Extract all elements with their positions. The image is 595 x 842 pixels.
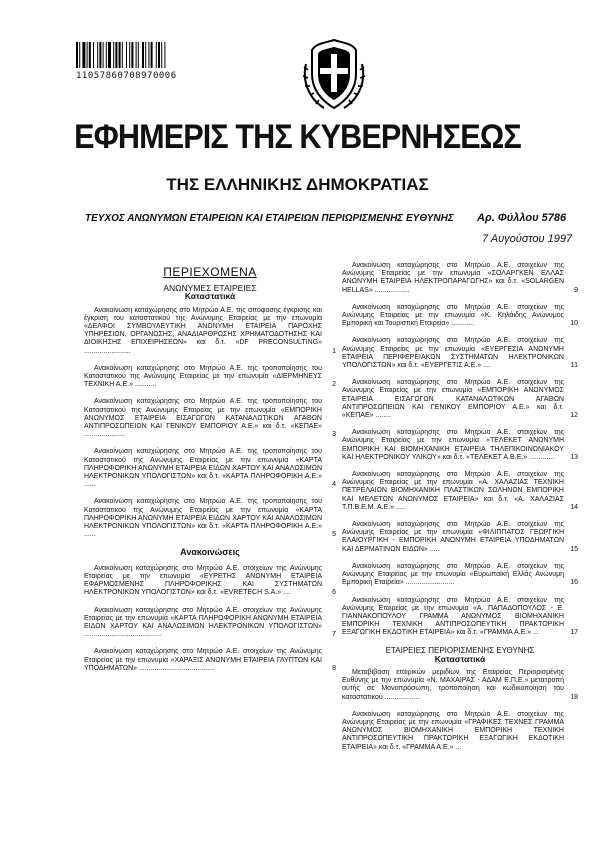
toc-entry-text: Ανακοίνωση καταχώρησης στο Μητρώο Α.Ε. στοιχείων της Ανώνυμης Εταιρείας με την επωνυμία «ΚΑΡΤΑ ΠΛΗΡΟΦΟΡΙΚΗ ΑΝΩΝΥΜΗ ΕΤΑΙΡΕΙΑ ΕΙΔΩΝ ΧΑΡΤΟΥ ΚΑΙ ΑΝΑΛΩΣΙΜΩΝ ΗΛΕΚΤΡΟΝΙΚΩΝ ΥΠΟΛΟΓΙΣΤΩΝ» ........................................ [84, 606, 322, 639]
toc-entry-text: Ανακοίνωση καταχώρησης στο Μητρώο Α.Ε. στοιχείων της Ανώνυμης Εταιρείας με την επωνυμία «Α. ΧΑΛΑΖΙΑΣ ΤΕΧΝΙΚΗ ΠΕΤΡΕΛΑΙΩΝ ΒΙΟΜΗΧΑΝΙΚΗ ΠΛΑΣΤΙΚΩΝ ΣΩΛΗΝΩΝ ΕΜΠΟΡΙΚΗ ΚΑΙ ΜΕΛΕΤΩΝ ΑΝΩΝΥΜΟΣ ΕΤΑΙΡΕΙΑ» και δ.τ. «Α. ΧΑΛΑΖΙΑΣ Τ.Π.Β.Ε.Μ. Α.Ε.» ..... [342, 471, 564, 511]
toc-entry-page: 10 [570, 320, 578, 328]
issue-date: 7 Αυγούστου 1997 [482, 233, 573, 245]
gazette-subtitle: ΤΗΣ ΕΛΛΗΝΙΚΗΣ ΔΗΜΟΚΡΑΤΙΑΣ [166, 175, 429, 194]
toc-entry-page: 13 [570, 453, 578, 461]
toc-entry [342, 711, 578, 752]
toc-entry-text: Ανακοίνωση καταχώρησης στο Μητρώο Α.Ε. στοιχείων της Ανώνυμης Εταιρείας με την επωνυμία «Α. ΠΑΠΑΔΟΠΟΥΛΟΣ - Ε. ΓΙΑΝΝΑΚΟΠΟΥΛΟΥ ΓΡΑΜΜΑ ΑΝΩΝΥΜΟΣ ΒΙΟΜΗΧΑΝΙΚΗ ΕΜΠΟΡΙΚΗ ΤΕΧΝΙΚΗ ΑΝΤΙΠΡΟΣΩΠΕΥΤΙΚΗ ΠΡΑΚΤΟΡΙΚΗ ΕΞΑΓΩΓΙΚΗ ΕΚΔΟΤΙΚΗ ΕΤΑΙΡΕΙΑ» και δ.τ. «ΓΡΑΜΜΑ Α.Ε.» ... [342, 596, 564, 637]
toc-entry-page: 11 [570, 362, 578, 370]
toc-entry [342, 429, 578, 462]
toc-entry-page: 2 [332, 381, 336, 389]
toc-entry-text: Ανακοίνωση καταχώρησης στο Μητρώο Α.Ε. στοιχείων της Ανώνυμης Εταιρείας με την επωνυμία «ΓΡΑΦΙΚΕΣ ΤΕΧΝΕΣ ΓΡΑΜΜΑ ΑΝΩΝΥΜΟΣ ΒΙΟΜΗΧΑΝΙΚΗ ΕΜΠΟΡΙΚΗ ΤΕΧΝΙΚΗ ΑΝΤΙΠΡΟΣΩΠΕΥΤΙΚΗ ΠΡΑΚΤΟΡΙΚΗ ΕΞΑΓΩΓΙΚΗ ΕΚΔΟΤΙΚΗ ΕΤΑΙΡΕΙΑ» και δ.τ. «ΓΡΑΜΜΑ Α.Ε.» ... [342, 710, 564, 751]
toc-entry [84, 365, 336, 390]
contents-left-column [84, 262, 336, 682]
toc-entry-text: Ανακοίνωση καταχώρησης στο Μητρώο Α.Ε. της απόφασης έγκρισης και έγκριση του καταστατικού της Ανώνυμης Εταιρείας με την επωνυμία «ΔΕΛΦΟΙ ΣΥΜΒΟΥΛΕΥΤΙΚΗ ΑΝΩΝΥΜΗ ΕΤΑΙΡΕΙΑ ΠΑΡΟΧΗΣ ΥΠΗΡΕΣΙΩΝ, ΟΡΓΑΝΩΣΗΣ, ΑΝΑΔΙΑΡΘΡΩΣΗΣ ΧΡΗΜΑΤΟΔΟΤΗΣΗΣ ΚΑΙ ΔΙΟΙΚΗΣΗΣ ΕΠΙΧΕΙΡΗΣΕΩΝ» και δ.τ. «DF PRECONSULTING» ........................ [84, 306, 322, 355]
toc-entry-page: 3 [332, 431, 336, 439]
toc-entry [342, 521, 578, 554]
toc-entry-text: Ανακοίνωση καταχώρησης στο Μητρώο Α.Ε. στοιχείων της Ανώνυμης Εταιρείας με την επωνυμία «Ευρωπαϊκή Ελλάς Ανώνυμη Εμπορική Εταιρεία» ......................... [342, 562, 564, 587]
issue-type: ΤΕΥΧΟΣ ΑΝΩΝΥΜΩΝ ΕΤΑΙΡΕΙΩΝ ΚΑΙ ΕΤΑΙΡΕΙΩΝ ΠΕΡΙΩΡΙΣΜΕΝΗΣ ΕΥΘΥΝΗΣ [85, 213, 454, 224]
toc-entry-page: 14 [570, 503, 578, 511]
toc-entry-text: Ανακοίνωση καταχώρησης στο Μητρώο Α.Ε. στοιχείων της Ανώνυμης Εταιρείας με την επωνυμία «ΕΥΡΕΤΗΣ ΑΝΩΝΥΜΗ ΕΤΑΙΡΕΙΑ ΕΦΑΡΜΟΣΜΕΝΗΣ ΠΛΗΡΟΦΟΡΙΚΗΣ ΚΑΙ ΣΥΣΤΗΜΑΤΩΝ ΗΛΕΚΤΡΟΝΙΚΩΝ ΥΠΟΛΟΓΙΣΤΩΝ» και δ.τ. «EVRETECH S.A.» .... [84, 564, 322, 597]
announcements-heading: Ανακοινώσεις [180, 547, 240, 558]
toc-entry-page: 1 [332, 347, 336, 355]
toc-entry-text: Ανακοίνωση καταχώρησης στο Μητρώο Α.Ε. της τροποποίησης του Καταστατικού της Ανώνυμης Εταιρείας με την επωνυμία «ΚΑΡΤΑ ΠΛΗΡΟΦΟΡΙΚΗ ΑΝΩΝΥΜΗ ΕΤΑΙΡΕΙΑ ΕΙΔΩΝ ΧΑΡΤΟΥ ΚΑΙ ΑΝΑΛΩΣΙΜΩΝ ΗΛΕΚΤΡΟΝΙΚΩΝ ΥΠΟΛΟΓΙΣΤΩΝ» και δ.τ. «ΚΑΡΤΑ ΠΛΗΡΟΦΟΡΙΚΗ Α.Ε.» ...... [84, 448, 322, 489]
toc-entry [84, 565, 336, 598]
toc-entry-text: Ανακοίνωση καταχώρησης στο Μητρώο Α.Ε. στοιχείων της Ανώνυμης Εταιρείας με την επωνυμία «ΕΜΠΟΡΙΚΗ ΑΝΩΝΥΜΟΣ ΕΤΑΙΡΕΙΑ ΕΙΣΑΓΩΓΩΝ ΚΑΤΑΝΑΛΩΤΙΚΩΝ ΑΓΑΘΩΝ ΑΝΤΙΠΡΟΣΩΠΕΙΩΝ ΚΑΙ ΓΕΝΙΚΟΥ ΕΜΠΟΡΙΟΥ Α.Ε.» και δ.τ. «ΚΕΠΑΕ» ........ [342, 379, 564, 420]
toc-entry-page: 9 [574, 286, 578, 294]
toc-entry [84, 648, 336, 673]
toc-entry-page: 7 [332, 631, 336, 639]
toc-entry-page: 12 [570, 412, 578, 420]
toc-entry-text: Ανακοίνωση καταχώρησης στο Μητρώο Α.Ε. στοιχείων της Ανώνυμης Εταιρείας με την επωνυμία «Κ. Κηλάιδης Ανώνυμος Εμπορική και Τουριστική Εταιρεία» ............ [342, 303, 564, 328]
toc-entry-text: Ανακοίνωση καταχώρησης στο Μητρώο Α.Ε. στοιχείων της Ανώνυμης Εταιρείας με την επωνυμία «ΣΟΛΑΡΓΚΕΝ ΕΛΛΑΣ ΑΝΩΝΥΜΗ ΕΤΑΙΡΕΙΑ ΗΛΕΚΤΡΟΠΑΡΑΓΩΓΗΣ» και δ.τ. «SOLARGEN HELLAS» .................. [342, 262, 564, 294]
toc-entry-text: Ανακοίνωση καταχώρησης στο Μητρώο Α.Ε. στοιχείων της Ανώνυμης Εταιρείας με την επωνυμία «ΧΑΡΑΞΙΣ ΑΝΩΝΥΜΗ ΕΤΑΙΡΕΙΑ ΓΛΥΠΤΩΝ ΚΑΙ ΥΠΟΔΗΜΑΤΩΝ» ....................................... [84, 648, 322, 672]
toc-entry [342, 563, 578, 588]
toc-entry [84, 448, 336, 489]
toc-entry-page: 16 [570, 579, 578, 587]
statutes-list [84, 307, 336, 540]
toc-entry-page: 18 [570, 693, 578, 701]
announcements-list-right [342, 262, 578, 638]
toc-entry-page: 17 [570, 629, 578, 637]
section-subheading-statutes: Καταστατικά [184, 291, 236, 302]
toc-entry-text: Ανακοίνωση καταχώρησης στο Μητρώο Α.Ε. στοιχείων της Ανώνυμης Εταιρείας με την επωνυμία «ΦΙΛΙΠΠΑΤΟΣ ΓΕΩΡΓΙΚΗ ΕΛΑΙΟΥΡΓΙΚΗ - ΕΜΠΟΡΙΚΗ ΑΝΩΝΥΜΗ ΕΤΑΙΡΕΙΑ ΥΠΟΔΗΜΑΤΩΝ ΚΑΙ ΔΕΡΜΑΤΙΝΩΝ ΕΙΔΩΝ» ..... [342, 521, 564, 553]
epe-list [342, 669, 578, 752]
section-subheading-epe-statutes: Καταστατικά [434, 653, 486, 664]
section-heading-epe: ΕΤΑΙΡΕΙΕΣ ΠΕΡΙΟΡΙΣΜΕΝΗΣ ΕΥΘΥΝΗΣ [385, 645, 535, 655]
toc-entry [342, 304, 578, 329]
sheet-number: Αρ. Φύλλου 5786 [477, 212, 567, 224]
announcements-list-left [84, 565, 336, 673]
toc-entry [84, 607, 336, 640]
toc-entry-text: Ανακοίνωση καταχώρησης στο Μητρώο Α.Ε. της τροποποίησης του Καταστατικού της Ανώνυμης Εταιρείας με την επωνυμία «ΕΜΠΟΡΙΚΗ ΑΝΩΝΥΜΟΣ ΕΤΑΙΡΕΙΑ ΕΙΣΑΓΩΓΩΝ ΚΑΤΑΝΑΛΩΤΙΚΩΝ ΑΓΑΘΩΝ ΑΝΤΙΠΡΟΣΩΠΕΙΩΝ ΚΑΙ ΓΕΝΙΚΟΥ ΕΜΠΟΡΙΟΥ Α.Ε.» και δ.τ. «ΚΕΠΑΕ» ..................... [84, 398, 322, 439]
toc-entry-text: Ανακοίνωση καταχώρησης στο Μητρώο Α.Ε. στοιχείων της Ανώνυμης Εταιρείας με την επωνυμία «ΕΥΕΡΓΕΣΙΑ ΑΝΩΝΥΜΗ ΕΤΑΙΡΕΙΑ ΠΕΡΙΦΕΡΕΙΑΚΩΝ ΣΥΣΤΗΜΑΤΩΝ ΗΛΕΚΤΡΟΝΙΚΩΝ ΥΠΟΛΟΓΙΣΤΩΝ» και δ.τ. «ΕΥΕΡΓΕΤΙΣ Α.Ε.» .... [342, 337, 564, 370]
toc-entry [84, 307, 336, 356]
toc-entry [342, 337, 578, 370]
barcode [76, 42, 212, 68]
barcode-number: 11057860708970006 [76, 71, 177, 81]
toc-entry-text: Ανακοίνωση καταχώρησης στο Μητρώο Α.Ε. στοιχείων της Ανώνυμης Εταιρείας με την επωνυμία «ΤΕΛΕΚΕΤ ΑΝΩΝΥΜΗ ΕΜΠΟΡΙΚΗ ΚΑΙ ΒΙΟΜΗΧΑΝΙΚΗ ΕΤΑΙΡΕΙΑ ΤΗΛΕΠΙΚΟΙΝΩΝΙΑΚΟΥ ΚΑΙ ΗΛΕΚΤΡΟΝΙΚΟΥ ΥΛΙΚΟΥ» και δ.τ. «ΤΕΛΕΚΕΤ Α.Β.Ε.» ............. [342, 429, 564, 461]
toc-entry [342, 669, 578, 702]
section-heading-ae: ΑΝΩΝΥΜΕΣ ΕΤΑΙΡΕΙΕΣ [163, 283, 257, 294]
toc-entry [342, 379, 578, 420]
toc-entry [342, 471, 578, 512]
contents-right-column [342, 262, 578, 761]
toc-entry-page: 8 [332, 664, 336, 672]
toc-entry-text: Ανακοίνωση καταχώρησης στο Μητρώο Α.Ε. της τροποποίησης του Καταστατικού της Ανώνυμης Εταιρείας με την επωνυμία «ΔΙΕΡΜΗΝΕΥΣ ΤΕΧΝΙΚΗ Α.Ε.» ........... [84, 364, 322, 389]
coat-of-arms-icon [300, 34, 368, 114]
toc-entry-page: 4 [332, 481, 336, 489]
toc-entry [84, 398, 336, 439]
toc-entry [342, 262, 578, 295]
toc-entry-page: 6 [332, 589, 336, 597]
toc-entry [84, 498, 336, 539]
toc-entry-text: Μεταβίβαση εταιρικών μεριδίων της Εταιρείας Περιορισμένης Ευθύνης με την επωνυμία «Ν. ΜΑΧΑΙΡΑΣ - ΑΔΑΜ Ε.Π.Ε.» μετατροπή αυτής σε Μονοπρόσωπη, τροποποίηση και κωδικοποίηση του καταστατικού .................. [342, 668, 564, 701]
toc-entry-page: 5 [332, 531, 336, 539]
contents-heading: ΠΕΡΙΕΧΟΜΕΝΑ [163, 265, 257, 279]
gazette-title: ΕΦΗΜΕΡΙΣ ΤΗΣ ΚΥΒΕΡΝΗΣΕΩΣ [74, 118, 521, 156]
toc-entry [342, 597, 578, 638]
toc-entry-text: Ανακοίνωση καταχώρησης στο Μητρώο Α.Ε. της τροποποίησης του Καταστατικού της Ανώνυμης Εταιρείας με την επωνυμία «ΚΑΡΤΑ ΠΛΗΡΟΦΟΡΙΚΗ ΑΝΩΝΥΜΗ ΕΤΑΙΡΕΙΑ ΕΙΔΩΝ ΧΑΡΤΟΥ ΚΑΙ ΑΝΑΛΩΣΙΜΩΝ ΗΛΕΚΤΡΟΝΙΚΩΝ ΥΠΟΛΟΓΙΣΤΩΝ» και δ.τ. «ΚΑΡΤΑ ΠΛΗΡΟΦΟΡΙΚΗ Α.Ε.» ...... [84, 498, 322, 539]
toc-entry-page: 15 [570, 545, 578, 553]
